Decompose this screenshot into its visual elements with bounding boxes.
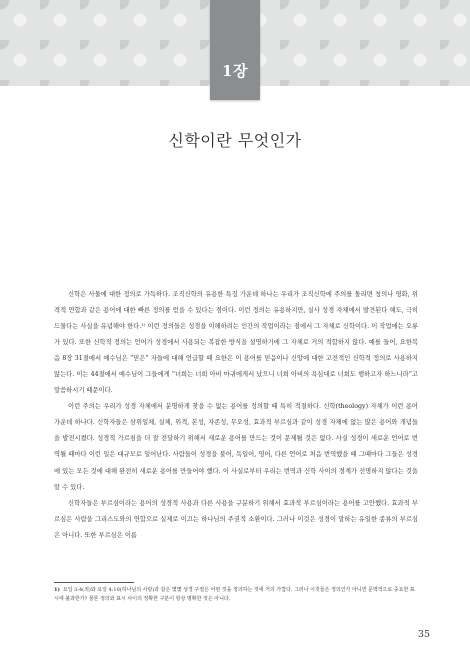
paragraph: 신학은 사물에 대한 정의로 가득하다. 조직신학의 유용한 특징 가운데 하나는 우리가 조직신학에 주의를 돌리면 칭의나 영화, 위격적 연합과 같은 용어에 대한 빠른 정의를 얻을 수 있다는 점이다. 이런 정의는 유용하지만, 실사 성경 자체에서 발견된다 해도, 극히 드물다는 사실을 유념해야 한다.¹⁾ 이런 정의들은 성경을 이해하려는 인간의 작업이라는 점에서 그 자체로 신학이다. 이 작업에는 오류가 있다. 또한 신학적 정의는 언어가 성경에서 사용되는 복잡한 방식을 설명하기에 그 자체로 거의 적합하지 않다. 예를 들어, 요한복음 8장 31절에서 예수님은 “믿은” 자들에 대해 언급할 때 요한은 이 용어를 믿음이나 신앙에 대한 고전적인 신학적 정의로 사용하지 않는다. 이는 44절에서 예수님이 그들에게 “너희는 너희 아비 마귀에게서 났으니 너희 아비의 욕심대로 너희도 행하고자 하느니라”고 말씀하시기 때문이다. [54,291,418,395]
chapter-title: 신학이란 무엇인가 [168,131,302,150]
page-number: 35 [417,629,430,640]
chapter-label: 1장 [222,62,248,80]
footnote-divider [54,582,134,583]
footnote-text: 요일 3:4(죄)와 요일 4:10(하나님의 사랑)과 같은 몇몇 성경 구절은 어떤 것을 정의하는 것에 거의 가깝다. 그러나 이것들은 정의인가 아니면 문맥적으로 중요한 표시에 불과한가? 물론 정의와 표시 사이의 정확한 구분이 항상 명확한 것은 아니다. [54,587,415,602]
chapter-tab [210,0,260,100]
footnote [54,586,418,603]
body-text [54,287,418,544]
paragraph: 신학자들은 부르심이라는 용어의 성경적 사용과 다른 사용을 구분하기 위해서 효과적 부르심이라는 용어를 고안했다. 효과적 부르심은 사람을 그리스도와의 연합으로 실제로 이끄는 하나님의 주권적 소환이다. 그러나 이것은 성경이 말하는 유일한 종류의 부르심은 아니다. 또한 부르심은 이름 [54,499,418,539]
footnote-number: 1) [54,587,60,593]
paragraph: 이런 주의는 우리가 성경 자체에서 분명하게 찾을 수 없는 용어를 정의할 때 특히 적절하다. 신학(theology) 자체가 이런 용어 가운데 하나다. 신학자들은 삼위일체, 실체, 위격, 본성, 자존성, 무오성, 효과적 부르심과 같이 성경 자체에 없는 많은 용어와 개념들을 발전시켰다. 성경적 가르침을 더 잘 전달하기 위해서 새로운 용어를 만드는 것이 문제될 것은 없다. 사실 성경이 새로운 언어로 번역될 때마다 이런 일은 대규모로 일어난다. 사람들이 성경을 불어, 독일어, 영어, 다른 언어로 처음 번역했을 때 그때마다 그들은 성경에 있는 모든 것에 대해 완전히 새로운 용어를 만들어야 했다. 이 사실로부터 우리는 번역과 신학 사이의 경계가 선명하지 않다는 것을 알 수 있다. [54,403,418,491]
